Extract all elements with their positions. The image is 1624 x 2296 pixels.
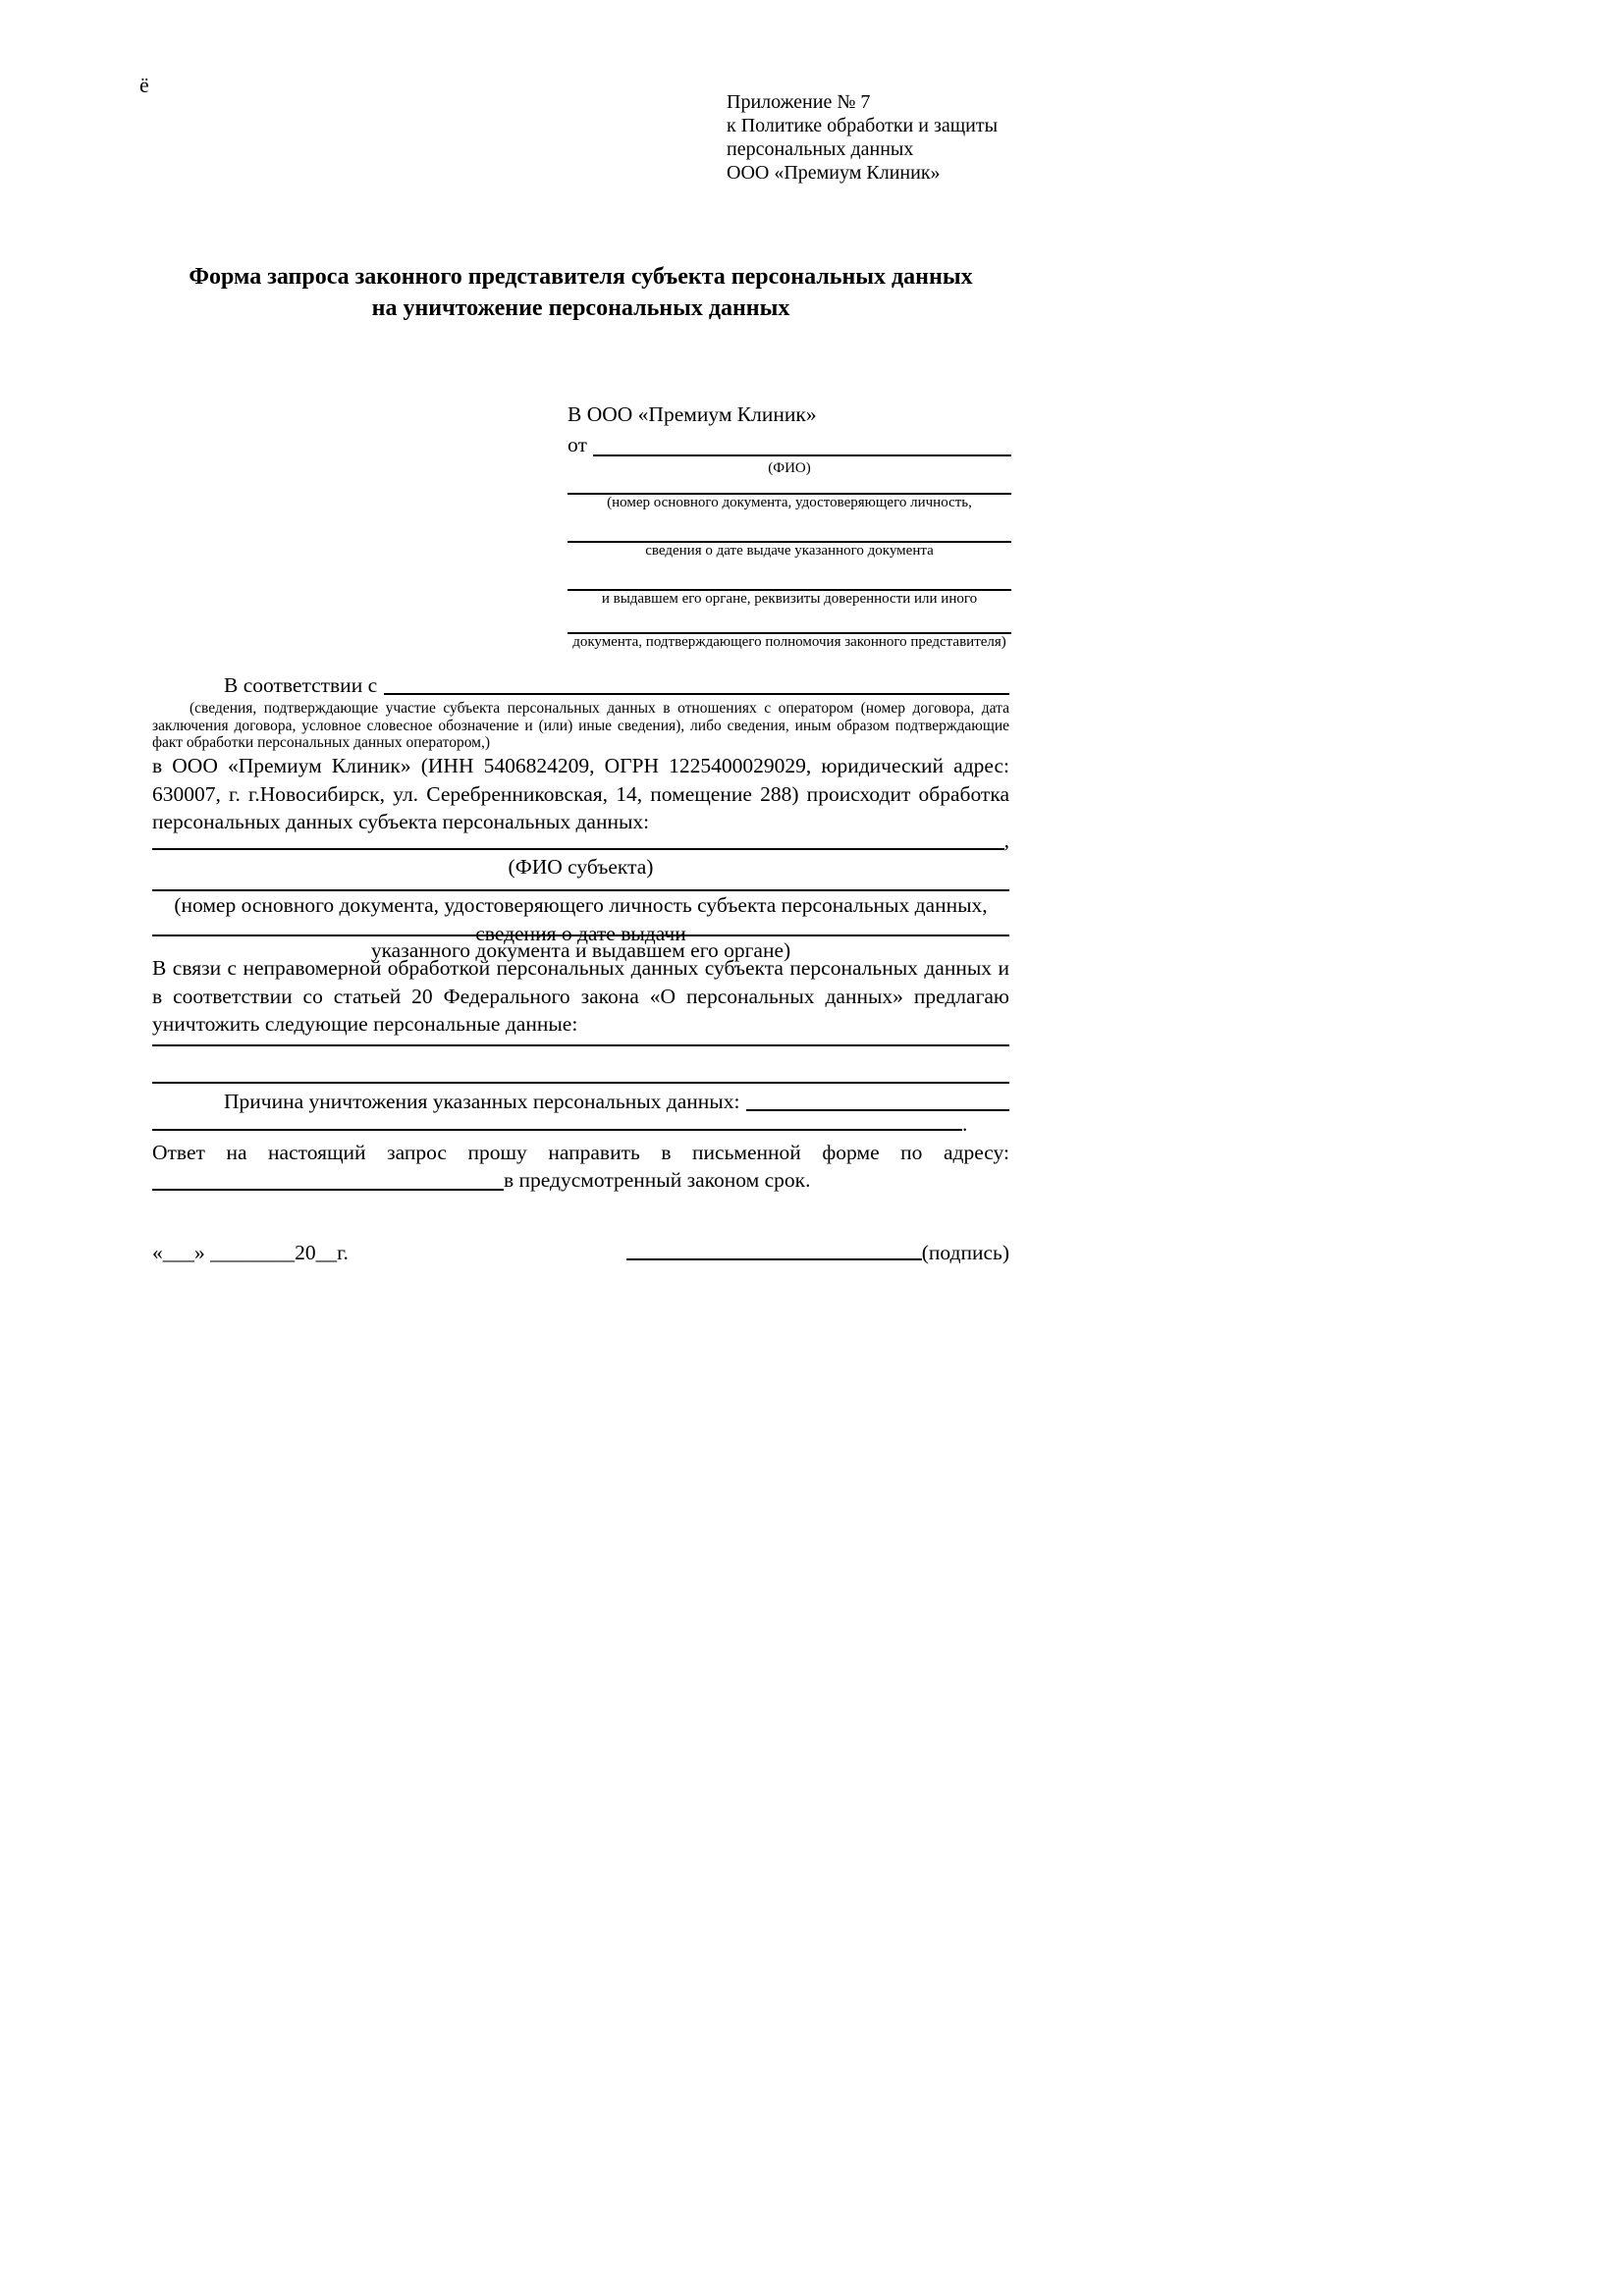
blank-field-subject-name <box>152 828 1004 850</box>
according-row <box>152 671 1009 699</box>
subject-document-caption-1: (номер основного документа, удостоверяющего личность субъекта персональных данных, сведения о дате выдачи <box>174 893 988 945</box>
blank-field-subject-document <box>152 872 1009 891</box>
reply-request-line: Ответ на настоящий запрос прошу направить в письменной форме по адресу: <box>152 1141 1009 1164</box>
issuing-authority-caption: и выдавшем его органе, реквизиты доверенности или иного <box>601 590 978 607</box>
appendix-header-line: ООО «Премиум Клиник» <box>727 162 941 184</box>
id-document-caption: (номер основного документа, удостоверяющего личность, <box>607 494 972 510</box>
request-paragraph: В связи с неправомерной обработкой персональных данных субъекта персональных данных и в соответствии со статьей 20 Федерального закона «О персональных данных» предлагаю уничтожить следующие персональные данные: <box>152 956 1009 1036</box>
according-label: В соответствии с <box>224 673 378 697</box>
appendix-header-line: Приложение № 7 <box>727 91 871 113</box>
reply-tail-text: в предусмотренный законом срок. <box>504 1168 811 1192</box>
blank-field-data-list-2 <box>152 1066 1009 1084</box>
subject-name-row <box>152 828 1009 852</box>
blank-field-basis <box>384 671 1009 695</box>
reason-row <box>152 1088 1009 1115</box>
signature-caption: (подпись) <box>921 1241 1009 1264</box>
reply-address-row <box>152 1166 1009 1194</box>
appendix-header-line: к Политике обработки и защиты <box>727 115 999 136</box>
period-after-line: . <box>962 1112 968 1136</box>
blank-field-signature <box>626 1239 922 1260</box>
issue-date-caption: сведения о дате выдаче указанного документа <box>645 543 934 559</box>
from-label: от <box>568 433 587 456</box>
document-title-line1: Форма запроса законного представителя субъекта персональных данных <box>189 264 973 290</box>
appendix-header-line: персональных данных <box>727 138 914 160</box>
reason-label: Причина уничтожения указанных персональных данных: <box>224 1090 740 1113</box>
blank-field-issuing-authority <box>568 561 1011 591</box>
blank-field-reply-address <box>152 1169 504 1191</box>
stray-char: ё <box>139 73 149 97</box>
authority-document-caption: документа, подтверждающего полномочия законного представителя) <box>572 634 1006 650</box>
from-row <box>568 429 1011 460</box>
blank-field-subject-document-2 <box>152 917 1009 936</box>
blank-field-representative-name <box>593 429 1011 456</box>
blank-field-reason <box>746 1088 1009 1111</box>
subject-fio-caption: (ФИО субъекта) <box>508 855 654 879</box>
blank-field-issue-date <box>568 511 1011 543</box>
blank-field-id-document <box>568 478 1011 495</box>
date-blank-text: «___» ________20__г. <box>152 1241 349 1264</box>
fio-caption: (ФИО) <box>768 460 811 476</box>
blank-field-authority-document <box>568 608 1011 634</box>
signature-row <box>152 1239 1009 1266</box>
subject-document-caption-2: указанного документа и выдавшем его органе) <box>370 938 791 962</box>
addressee-to-line: В ООО «Премиум Клиник» <box>568 402 817 426</box>
document-title-line2: на уничтожение персональных данных <box>371 295 790 321</box>
document-title <box>137 261 1024 324</box>
blank-field-data-list-1 <box>152 1029 1009 1046</box>
operator-paragraph: в ООО «Премиум Клиник» (ИНН 5406824209, ОГРН 1225400029029, юридический адрес: 630007, г. г.Новосибирск, ул. Серебренниковская, 14, помещение 288) происходит обработка персональных данных субъекта персональных данных: <box>152 754 1009 833</box>
signature-right-group <box>626 1239 1009 1266</box>
appendix-header <box>727 90 998 185</box>
basis-caption-paragraph: (сведения, подтверждающие участие субъекта персональных данных в отношениях с оператором (номер договора, дата заключения договора, условное словесное обозначение и (или) иные сведения), либо сведения, иным образом подтверждающие факт обработки персональных данных оператором,) <box>152 700 1009 751</box>
blank-field-reason-2 <box>152 1113 962 1131</box>
addressee-block <box>568 401 1011 652</box>
comma-after-line: , <box>1003 828 1009 852</box>
reason-continuation-row <box>152 1113 1009 1135</box>
